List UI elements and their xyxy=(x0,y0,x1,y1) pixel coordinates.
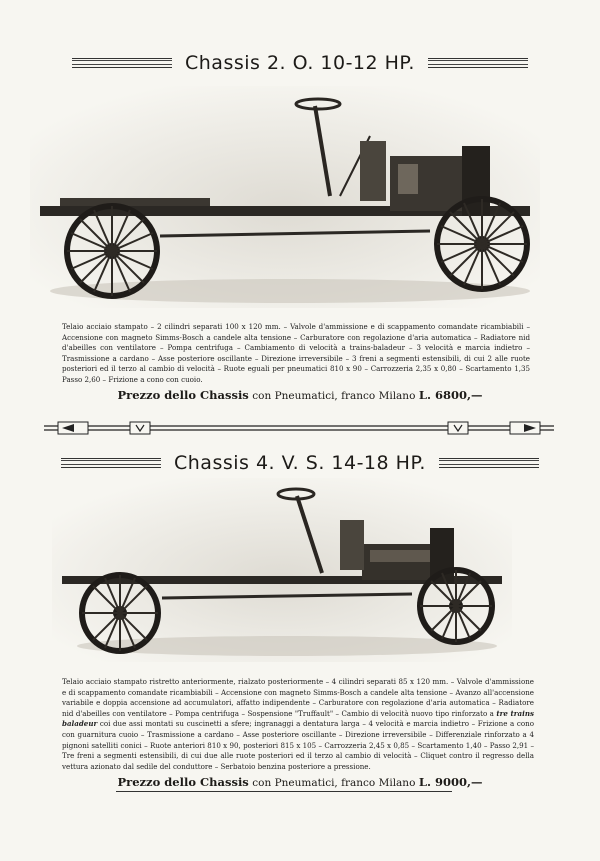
ornamental-divider xyxy=(44,421,554,435)
title-rule-left xyxy=(72,58,172,68)
rear-wheel-graphic xyxy=(67,206,157,296)
chassis-1-photo xyxy=(30,86,540,308)
title-rule-right xyxy=(439,458,539,468)
front-wheel-graphic xyxy=(420,570,492,642)
price-condition: con Pneumatici, franco Milano xyxy=(252,390,416,402)
price-label: Prezzo dello Chassis xyxy=(117,775,249,789)
chassis-1-title: Chassis 2. O. 10-12 HP. xyxy=(185,52,415,74)
chassis-2-specs xyxy=(62,677,534,772)
specs-italic-phrase: tre trains baladeur xyxy=(62,708,534,729)
specs-part-a: Telaio acciaio stampato ristretto anteriormente, rialzato posteriormente – 4 cilindri separati 85 x 120 mm. – Valvole d'ammissione e di scappamento comandate ricambiabili – Accensione con magneto Simms-Bosch a candele alta tensione – Avanzo all'accensione variabile e doppia accensione ad accumulatori, affatto indipendente – Carburatore con regolazione d'aria automatica – Radiatore nid d'abeilles con ventilatore – Pompa centrifuga – Sospensione "Truffault" – Cambio di velocità nuovo tipo rinforzato a xyxy=(62,677,534,718)
price-condition: con Pneumatici, franco Milano xyxy=(252,777,416,789)
specs-part-b: coi due assi montati su cuscinetti a sfere; ingranaggi a dentatura larga – 4 velocità e marcia indietro – Frizione a cono con guarnitura cuoio – Trasmissione a cardano – Asse posteriore oscillante – Direzione irreversibile – Differenziale rinforzato a 4 pignoni satelliti conici – Ruote anteriori 810 x 90, posteriori 815 x 105 – Carrozzeria 2,45 x 0,85 – Scartamento 1,40 – Passo 2,91 – Tre freni a segmenti estensibili, di cui due alle ruote posteriori ed il terzo al cambio di velocità – Cliquet contro il regresso della vettura azionato dal sedile del conduttore – Serbatoio benzina posteriore a pressione. xyxy=(62,719,534,771)
rear-wheel-graphic xyxy=(82,575,158,651)
front-wheel-graphic xyxy=(437,199,527,289)
section-1-title-row xyxy=(0,52,600,74)
chassis-2-title: Chassis 4. V. S. 14-18 HP. xyxy=(174,452,426,474)
section-2-title-row xyxy=(0,452,600,474)
price-amount: L. 6800,— xyxy=(418,388,483,402)
price-amount: L. 9000,— xyxy=(418,775,483,789)
chassis-2-photo xyxy=(52,478,512,662)
chassis-2-price-line xyxy=(0,775,600,789)
title-rule-left xyxy=(61,458,161,468)
chassis-1-price-line xyxy=(0,388,600,402)
price-underline xyxy=(116,791,452,792)
price-label: Prezzo dello Chassis xyxy=(117,388,249,402)
title-rule-right xyxy=(428,58,528,68)
chassis-1-specs: Telaio acciaio stampato – 2 cilindri separati 100 x 120 mm. – Valvole d'ammissione e di scappamento comandate ricambiabili – Accensione con magneto Simms-Bosch a candele alta tensione – Carburatore con regolazione d'aria automatica – Radiatore nid d'abeilles con ventilatore – Pompa centrifuga – Cambiamento di velocità a trains-baladeur – 3 velocità e marcia indietro – Trasmissione a cardano – Asse posteriore oscillante – Direzione irreversibile – 3 freni a segmenti estensibili, di cui 2 alle ruote posteriori ed il terzo al cambio di velocità – Ruote eguali per pneumatici 810 x 90 – Carrozzeria 2,35 x 0,80 – Scartamento 1,35 Passo 2,60 – Frizione a cono con cuoio. xyxy=(62,322,530,384)
